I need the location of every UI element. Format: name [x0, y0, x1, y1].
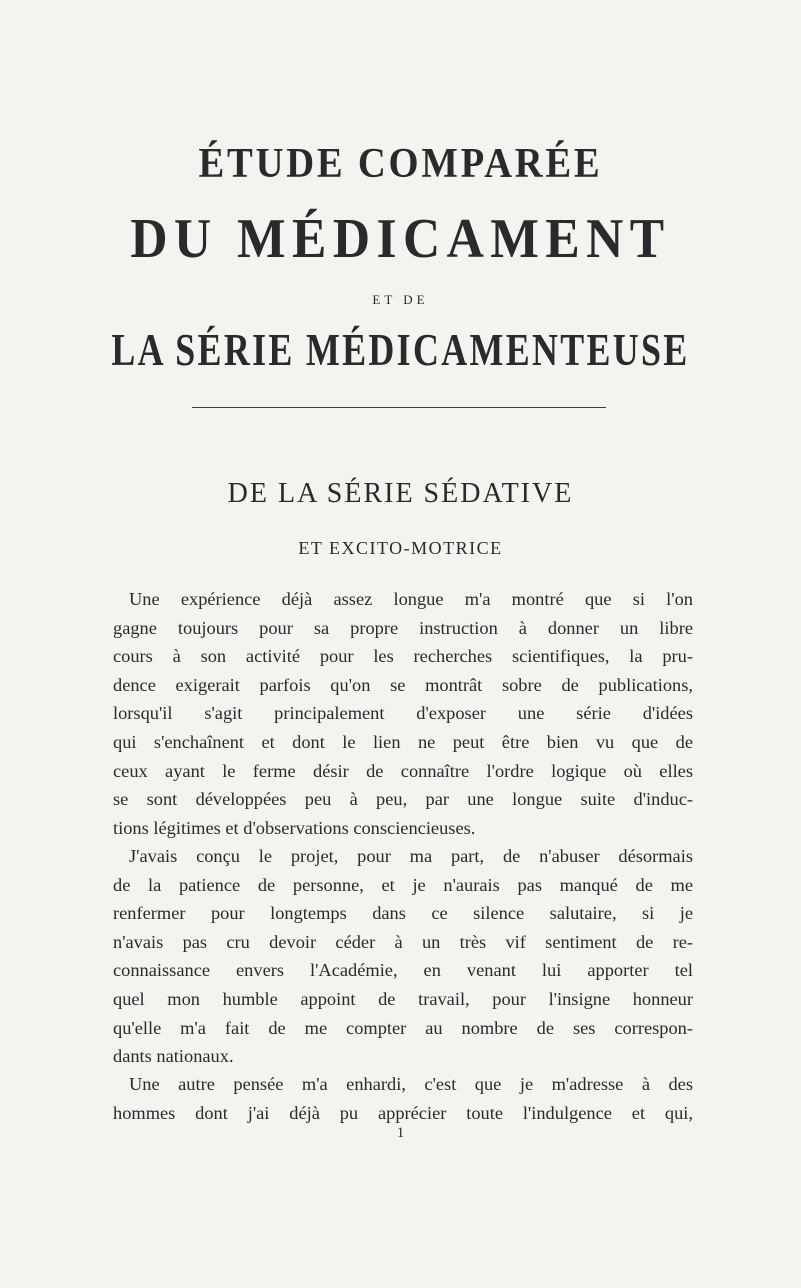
text-line: lorsqu'il s'agit principalement d'exposer une série d'idées — [113, 703, 693, 724]
text-line: Une expérience déjà assez longue m'a montré que si l'on — [129, 589, 693, 609]
text-line: ceux ayant le ferme désir de connaître l'ordre logique où elles — [113, 760, 693, 781]
horizontal-rule — [192, 407, 606, 408]
page-number: 1 — [396, 1125, 405, 1141]
text-line: J'avais conçu le projet, pour ma part, de n'abuser désormais — [129, 846, 693, 866]
title-connector: ET DE — [372, 292, 429, 307]
text-line: qu'elle m'a fait de me compter au nombre de ses correspon- — [113, 1017, 693, 1038]
text-line: renfermer pour longtemps dans ce silence salutaire, si je — [113, 903, 693, 924]
text-line: hommes dont j'ai déjà pu apprécier toute l'indulgence et qui, — [113, 1102, 693, 1123]
text-line: de la patience de personne, et je n'aurais pas manqué de me — [113, 874, 693, 895]
text-line: se sont développées peu à peu, par une longue suite d'induc- — [113, 789, 693, 810]
text-line: dants nationaux. — [113, 1046, 234, 1067]
paragraph-1 — [113, 585, 693, 842]
text-line: cours à son activité pour les recherches scientifiques, la pru- — [113, 646, 693, 667]
text-line: tions légitimes et d'observations consciencieuses. — [113, 817, 476, 838]
paragraph-3 — [113, 1070, 693, 1127]
text-line: qui s'enchaînent et dont le lien ne peut être bien vu que de — [113, 731, 693, 752]
text-line: quel mon humble appoint de travail, pour l'insigne honneur — [113, 988, 693, 1009]
text-line: dence exigerait parfois qu'on se montrât sobre de publications, — [113, 674, 693, 695]
title-line-3: LA SÉRIE MÉDICAMENTEUSE — [111, 324, 690, 375]
text-line: n'avais pas cru devoir céder à un très vif sentiment de re- — [113, 931, 693, 952]
text-line: gagne toujours pour sa propre instruction à donner un libre — [113, 617, 693, 638]
text-line: Une autre pensée m'a enhardi, c'est que je m'adresse à des — [129, 1074, 693, 1094]
paragraph-2 — [113, 842, 693, 1071]
title-line-1: ÉTUDE COMPARÉE — [198, 141, 603, 187]
section-subtitle: ET EXCITO-MOTRICE — [298, 538, 503, 558]
section-title: DE LA SÉRIE SÉDATIVE — [227, 478, 574, 509]
text-line: connaissance envers l'Académie, en venant lui apporter tel — [113, 960, 693, 981]
title-line-2: DU MÉDICAMENT — [130, 208, 671, 270]
